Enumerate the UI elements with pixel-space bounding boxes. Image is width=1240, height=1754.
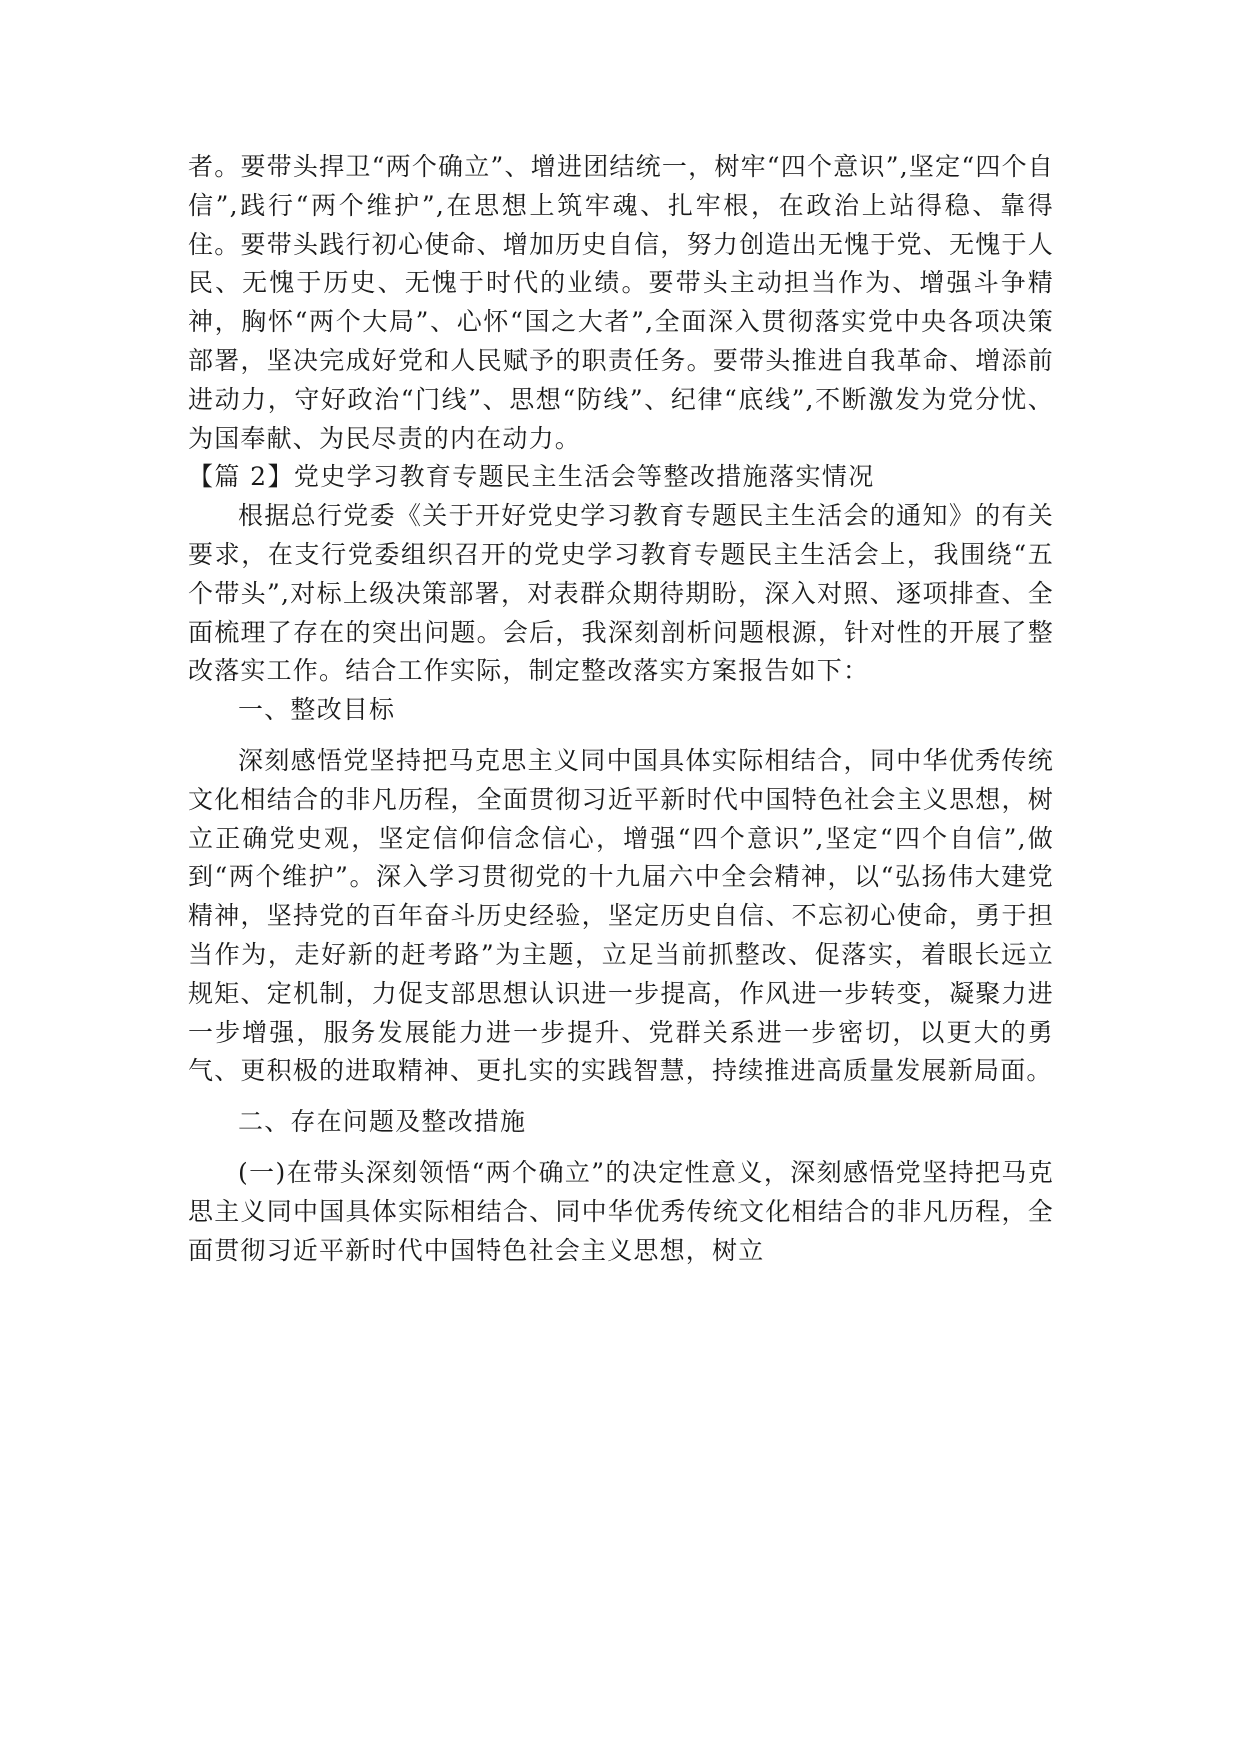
body-paragraph-item-1: (一)在带头深刻领悟“两个确立”的决定性意义，深刻感悟党坚持把马克思主义同中国具体实际相结合、同中华优秀传统文化相结合的非凡历程，全面贯彻习近平新时代中国特色社会主义思想，树立 — [188, 1157, 1054, 1265]
body-paragraph-intro: 根据总行党委《关于开好党史学习教育专题民主生活会的通知》的有关要求，在支行党委组织召开的党史学习教育专题民主生活会上，我围绕“五个带头”,对标上级决策部署，对表群众期待期盼，深入对照、逐项排查、全面梳理了存在的突出问题。会后，我深刻剖析问题根源，针对性的开展了整改落实工作。结合工作实际，制定整改落实方案报告如下： — [188, 501, 1054, 686]
heading-problems-and-measures: 二、存在问题及整改措施 — [238, 1107, 527, 1137]
body-paragraph-continued: 者。要带头捍卫“两个确立”、增进团结统一，树牢“四个意识”,坚定“四个自信”,践行“两个维护”,在思想上筑牢魂、扎牢根，在政治上站得稳、靠得住。要带头践行初心使命、增加历史自信，努力创造出无愧于党、无愧于人民、无愧于历史、无愧于时代的业绩。要带头主动担当作为、增强斗争精神，胸怀“两个大局”、心怀“国之大者”,全面深入贯彻落实党中央各项决策部署，坚决完成好党和人民赋予的职责任务。要带头推进自我革命、增添前进动力，守好政治“门线”、思想“防线”、纪律“底线”,不断激发为党分忧、为国奉献、为民尽责的内在动力。 — [188, 152, 1054, 453]
body-paragraph-goals: 深刻感悟党坚持把马克思主义同中国具体实际相结合，同中华优秀传统文化相结合的非凡历程，全面贯彻习近平新时代中国特色社会主义思想，树立正确党史观，坚定信仰信念信心，增强“四个意识”,坚定“四个自信”,做到“两个维护”。深入学习贯彻党的十九届六中全会精神，以“弘扬伟大建党精神，坚持党的百年奋斗历史经验，坚定历史自信、不忘初心使命，勇于担当作为，走好新的赶考路”为主题，立足当前抓整改、促落实，着眼长远立规矩、定机制，力促支部思想认识进一步提高，作风进一步转变，凝聚力进一步增强，服务发展能力进一步提升、党群关系进一步密切，以更大的勇气、更积极的进取精神、更扎实的实践智慧，持续推进高质量发展新局面。 — [188, 745, 1054, 1086]
document-page — [188, 148, 1054, 1270]
heading-rectification-goals: 一、整改目标 — [238, 695, 396, 725]
section-title-part-2: 【篇 2】党史学习教育专题民主生活会等整改措施落实情况 — [188, 462, 875, 492]
